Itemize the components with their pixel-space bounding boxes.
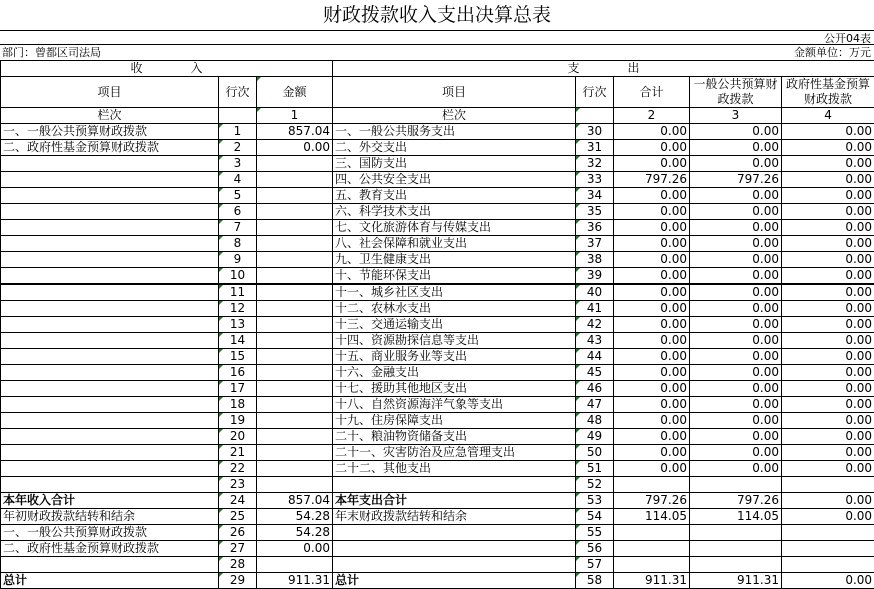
income-line-cell: 16 <box>219 365 257 381</box>
expense-line-cell: 39 <box>576 268 614 285</box>
income-line-cell: 1 <box>219 124 257 140</box>
expense-fund-cell: 0.00 <box>782 349 874 365</box>
expense-total-cell: 0.00 <box>614 236 690 252</box>
income-item-cell <box>1 445 219 461</box>
expense-fund-cell <box>782 541 874 557</box>
table-row <box>1 365 874 381</box>
expense-item-cell: 总计 <box>333 573 576 589</box>
expense-total-cell: 0.00 <box>614 268 690 285</box>
income-item-cell <box>1 284 219 301</box>
expense-total-cell: 0.00 <box>614 124 690 140</box>
expense-line-cell: 44 <box>576 349 614 365</box>
expense-fund-cell: 0.00 <box>782 445 874 461</box>
expense-total-cell: 0.00 <box>614 220 690 236</box>
income-line-cell: 13 <box>219 317 257 333</box>
income-item-cell: 本年收入合计 <box>1 493 219 509</box>
expense-general-cell: 0.00 <box>690 301 782 317</box>
expense-item-cell: 四、公共安全支出 <box>333 172 576 188</box>
expense-total-cell: 0.00 <box>614 333 690 349</box>
expense-total-cell: 0.00 <box>614 301 690 317</box>
income-line-cell: 8 <box>219 236 257 252</box>
income-amount-cell: 857.04 <box>257 124 333 140</box>
expense-line-cell: 58 <box>576 573 614 589</box>
income-line-cell: 10 <box>219 268 257 285</box>
income-line-cell: 19 <box>219 413 257 429</box>
expense-line-cell: 49 <box>576 429 614 445</box>
expense-line-cell: 37 <box>576 236 614 252</box>
income-amount-cell <box>257 284 333 301</box>
expense-line-cell: 47 <box>576 397 614 413</box>
expense-total-cell <box>614 541 690 557</box>
expense-total-cell: 0.00 <box>614 365 690 381</box>
expense-line-cell: 35 <box>576 204 614 220</box>
col-income-item: 项目 <box>1 77 219 108</box>
income-item-cell <box>1 557 219 573</box>
income-amount-cell <box>257 445 333 461</box>
expense-total-cell: 0.00 <box>614 284 690 301</box>
table-row <box>1 349 874 365</box>
expense-general-cell: 0.00 <box>690 156 782 172</box>
table-row <box>1 525 874 541</box>
expense-item-cell <box>333 525 576 541</box>
table-row <box>1 236 874 252</box>
income-item-cell <box>1 156 219 172</box>
col-index-blank <box>219 108 257 124</box>
income-amount-cell <box>257 204 333 220</box>
income-line-cell: 14 <box>219 333 257 349</box>
expense-fund-cell: 0.00 <box>782 220 874 236</box>
income-item-cell <box>1 220 219 236</box>
table-row <box>1 445 874 461</box>
expense-fund-cell: 0.00 <box>782 461 874 477</box>
table-row <box>1 397 874 413</box>
income-amount-cell: 54.28 <box>257 509 333 525</box>
expense-total-cell: 797.26 <box>614 493 690 509</box>
table-row <box>1 541 874 557</box>
table-row <box>1 268 874 285</box>
expense-general-cell: 0.00 <box>690 445 782 461</box>
expense-general-cell: 0.00 <box>690 220 782 236</box>
expense-line-cell: 34 <box>576 188 614 204</box>
expense-item-cell: 十一、城乡社区支出 <box>333 284 576 301</box>
expense-item-cell <box>333 541 576 557</box>
income-amount-cell <box>257 172 333 188</box>
col-index-blank-2 <box>576 108 614 124</box>
expense-item-cell: 九、卫生健康支出 <box>333 252 576 268</box>
expense-line-cell: 43 <box>576 333 614 349</box>
income-item-cell: 二、政府性基金预算财政拨款 <box>1 541 219 557</box>
income-item-cell: 二、政府性基金预算财政拨款 <box>1 140 219 156</box>
income-line-cell: 22 <box>219 461 257 477</box>
income-item-cell <box>1 365 219 381</box>
expense-total-cell: 0.00 <box>614 317 690 333</box>
expense-total-cell <box>614 525 690 541</box>
expense-line-cell: 30 <box>576 124 614 140</box>
expense-fund-cell: 0.00 <box>782 413 874 429</box>
table-row <box>1 557 874 573</box>
income-amount-cell: 54.28 <box>257 525 333 541</box>
expense-item-cell: 十、节能环保支出 <box>333 268 576 285</box>
expense-item-cell: 十二、农林水支出 <box>333 301 576 317</box>
expense-line-cell: 48 <box>576 413 614 429</box>
expense-fund-cell: 0.00 <box>782 140 874 156</box>
col-index-2: 2 <box>614 108 690 124</box>
table-row <box>1 317 874 333</box>
expense-total-cell: 0.00 <box>614 461 690 477</box>
income-item-cell <box>1 333 219 349</box>
expense-item-cell: 二十二、其他支出 <box>333 461 576 477</box>
income-amount-cell <box>257 349 333 365</box>
col-expense-item: 项目 <box>333 77 576 108</box>
expense-total-cell: 0.00 <box>614 429 690 445</box>
table-row <box>1 156 874 172</box>
income-line-cell: 27 <box>219 541 257 557</box>
expense-general-cell: 0.00 <box>690 461 782 477</box>
income-item-cell <box>1 381 219 397</box>
expense-line-cell: 40 <box>576 284 614 301</box>
table-row <box>1 124 874 140</box>
expense-fund-cell: 0.00 <box>782 124 874 140</box>
income-amount-cell <box>257 220 333 236</box>
expense-item-cell: 八、社会保障和就业支出 <box>333 236 576 252</box>
expense-total-cell: 114.05 <box>614 509 690 525</box>
expense-general-cell: 0.00 <box>690 188 782 204</box>
expense-item-cell: 十三、交通运输支出 <box>333 317 576 333</box>
expense-fund-cell: 0.00 <box>782 204 874 220</box>
expense-item-cell: 六、科学技术支出 <box>333 204 576 220</box>
expense-item-cell: 十六、金融支出 <box>333 365 576 381</box>
income-line-cell: 17 <box>219 381 257 397</box>
table-row <box>1 381 874 397</box>
expense-line-cell: 54 <box>576 509 614 525</box>
income-line-cell: 4 <box>219 172 257 188</box>
unit: 金额单位：万元 <box>794 46 871 59</box>
table-row <box>1 477 874 493</box>
expense-line-cell: 41 <box>576 301 614 317</box>
expense-line-cell: 56 <box>576 541 614 557</box>
expense-item-cell: 十七、援助其他地区支出 <box>333 381 576 397</box>
table-row <box>1 140 874 156</box>
expense-item-cell: 年末财政拨款结转和结余 <box>333 509 576 525</box>
expense-item-cell: 一、一般公共服务支出 <box>333 124 576 140</box>
expense-general-cell: 0.00 <box>690 284 782 301</box>
expense-general-cell: 0.00 <box>690 381 782 397</box>
expense-item-cell: 二十一、灾害防治及应急管理支出 <box>333 445 576 461</box>
expense-line-cell: 50 <box>576 445 614 461</box>
expense-general-cell <box>690 477 782 493</box>
column-header-row <box>1 77 874 108</box>
table-row <box>1 413 874 429</box>
expense-line-cell: 52 <box>576 477 614 493</box>
expense-total-cell: 0.00 <box>614 204 690 220</box>
income-line-cell: 12 <box>219 301 257 317</box>
col-index-1: 1 <box>257 108 333 124</box>
income-amount-cell: 911.31 <box>257 573 333 589</box>
income-section-label: 收 入 <box>1 61 333 77</box>
income-amount-cell <box>257 301 333 317</box>
expense-total-cell <box>614 557 690 573</box>
expense-item-cell: 十八、自然资源海洋气象等支出 <box>333 397 576 413</box>
expense-fund-cell: 0.00 <box>782 284 874 301</box>
expense-fund-cell: 0.00 <box>782 381 874 397</box>
expense-general-cell: 0.00 <box>690 204 782 220</box>
expense-fund-cell: 0.00 <box>782 333 874 349</box>
expense-general-cell: 0.00 <box>690 349 782 365</box>
income-amount-cell: 0.00 <box>257 541 333 557</box>
expense-general-cell <box>690 557 782 573</box>
expense-general-cell: 0.00 <box>690 365 782 381</box>
expense-total-cell: 0.00 <box>614 445 690 461</box>
expense-general-cell: 0.00 <box>690 268 782 285</box>
expense-item-cell: 十九、住房保障支出 <box>333 413 576 429</box>
table-row <box>1 333 874 349</box>
income-amount-cell <box>257 188 333 204</box>
expense-total-cell: 911.31 <box>614 573 690 589</box>
department: 部门：曾都区司法局 <box>2 46 101 59</box>
table-row <box>1 220 874 236</box>
table-row <box>1 509 874 525</box>
expense-general-cell <box>690 541 782 557</box>
table-row <box>1 172 874 188</box>
expense-total-cell: 0.00 <box>614 188 690 204</box>
expense-line-cell: 38 <box>576 252 614 268</box>
expense-general-cell: 114.05 <box>690 509 782 525</box>
table-row <box>1 429 874 445</box>
income-item-cell <box>1 461 219 477</box>
expense-total-cell: 0.00 <box>614 381 690 397</box>
table-row <box>1 284 874 301</box>
expense-total-cell: 0.00 <box>614 397 690 413</box>
income-amount-cell <box>257 413 333 429</box>
expense-total-cell: 0.00 <box>614 156 690 172</box>
income-item-cell <box>1 317 219 333</box>
budget-table <box>0 60 874 589</box>
expense-item-cell: 十四、资源勘探信息等支出 <box>333 333 576 349</box>
expense-line-cell: 46 <box>576 381 614 397</box>
table-row <box>1 252 874 268</box>
expense-section-label: 支 出 <box>333 61 874 77</box>
income-amount-cell <box>257 381 333 397</box>
expense-line-cell: 51 <box>576 461 614 477</box>
income-line-cell: 28 <box>219 557 257 573</box>
expense-fund-cell: 0.00 <box>782 172 874 188</box>
income-item-cell <box>1 397 219 413</box>
expense-general-cell: 797.26 <box>690 172 782 188</box>
table-row <box>1 493 874 509</box>
expense-fund-cell: 0.00 <box>782 397 874 413</box>
expense-line-cell: 36 <box>576 220 614 236</box>
col-gov-fund: 政府性基金预算财政拨款 <box>782 77 874 108</box>
section-header-row <box>1 61 874 77</box>
expense-item-cell: 二十、粮油物资储备支出 <box>333 429 576 445</box>
expense-fund-cell: 0.00 <box>782 509 874 525</box>
expense-general-cell: 0.00 <box>690 317 782 333</box>
expense-fund-cell: 0.00 <box>782 301 874 317</box>
income-item-cell <box>1 413 219 429</box>
expense-fund-cell: 0.00 <box>782 493 874 509</box>
expense-line-cell: 57 <box>576 557 614 573</box>
expense-general-cell: 0.00 <box>690 252 782 268</box>
expense-fund-cell: 0.00 <box>782 252 874 268</box>
expense-line-cell: 42 <box>576 317 614 333</box>
income-amount-cell <box>257 317 333 333</box>
expense-fund-cell: 0.00 <box>782 156 874 172</box>
income-item-cell <box>1 349 219 365</box>
col-index-label-2: 栏次 <box>333 108 576 124</box>
expense-general-cell: 0.00 <box>690 124 782 140</box>
table-row <box>1 573 874 589</box>
income-line-cell: 3 <box>219 156 257 172</box>
expense-item-cell: 七、文化旅游体育与传媒支出 <box>333 220 576 236</box>
income-amount-cell <box>257 461 333 477</box>
income-amount-cell <box>257 477 333 493</box>
col-index-label: 栏次 <box>1 108 219 124</box>
expense-general-cell: 0.00 <box>690 140 782 156</box>
income-amount-cell <box>257 236 333 252</box>
col-income-amount: 金额 <box>257 77 333 108</box>
expense-general-cell: 0.00 <box>690 397 782 413</box>
income-item-cell <box>1 477 219 493</box>
income-amount-cell: 857.04 <box>257 493 333 509</box>
expense-line-cell: 45 <box>576 365 614 381</box>
col-expense-line: 行次 <box>576 77 614 108</box>
expense-general-cell: 0.00 <box>690 236 782 252</box>
table-row <box>1 301 874 317</box>
report-title: 财政拨款收入支出决算总表 <box>0 0 874 31</box>
income-line-cell: 7 <box>219 220 257 236</box>
income-line-cell: 11 <box>219 284 257 301</box>
income-item-cell: 一、一般公共预算财政拨款 <box>1 525 219 541</box>
income-item-cell <box>1 188 219 204</box>
expense-fund-cell: 0.00 <box>782 268 874 285</box>
income-item-cell <box>1 429 219 445</box>
expense-total-cell: 797.26 <box>614 172 690 188</box>
income-line-cell: 20 <box>219 429 257 445</box>
income-line-cell: 6 <box>219 204 257 220</box>
expense-fund-cell: 0.00 <box>782 236 874 252</box>
income-item-cell <box>1 172 219 188</box>
expense-total-cell: 0.00 <box>614 413 690 429</box>
income-line-cell: 25 <box>219 509 257 525</box>
income-amount-cell <box>257 156 333 172</box>
income-line-cell: 5 <box>219 188 257 204</box>
expense-general-cell: 0.00 <box>690 333 782 349</box>
expense-item-cell: 十五、商业服务业等支出 <box>333 349 576 365</box>
expense-line-cell: 53 <box>576 493 614 509</box>
income-item-cell <box>1 252 219 268</box>
expense-item-cell <box>333 477 576 493</box>
expense-total-cell <box>614 477 690 493</box>
income-line-cell: 29 <box>219 573 257 589</box>
expense-fund-cell: 0.00 <box>782 188 874 204</box>
column-index-row <box>1 108 874 124</box>
income-item-cell: 年初财政拨款结转和结余 <box>1 509 219 525</box>
expense-total-cell: 0.00 <box>614 252 690 268</box>
col-index-4: 4 <box>782 108 874 124</box>
income-amount-cell <box>257 397 333 413</box>
income-line-cell: 21 <box>219 445 257 461</box>
income-line-cell: 26 <box>219 525 257 541</box>
expense-item-cell: 二、外交支出 <box>333 140 576 156</box>
expense-item-cell <box>333 557 576 573</box>
col-index-3: 3 <box>690 108 782 124</box>
income-amount-cell <box>257 365 333 381</box>
expense-total-cell: 0.00 <box>614 140 690 156</box>
income-item-cell <box>1 236 219 252</box>
expense-line-cell: 31 <box>576 140 614 156</box>
expense-line-cell: 55 <box>576 525 614 541</box>
income-amount-cell <box>257 333 333 349</box>
expense-line-cell: 32 <box>576 156 614 172</box>
expense-line-cell: 33 <box>576 172 614 188</box>
expense-fund-cell <box>782 557 874 573</box>
table-row <box>1 204 874 220</box>
income-amount-cell <box>257 252 333 268</box>
col-general-budget: 一般公共预算财政拨款 <box>690 77 782 108</box>
income-item-cell: 一、一般公共预算财政拨款 <box>1 124 219 140</box>
income-item-cell: 总计 <box>1 573 219 589</box>
expense-general-cell: 0.00 <box>690 429 782 445</box>
expense-item-cell: 三、国防支出 <box>333 156 576 172</box>
income-item-cell <box>1 268 219 285</box>
table-row <box>1 461 874 477</box>
expense-fund-cell: 0.00 <box>782 365 874 381</box>
col-expense-total: 合计 <box>614 77 690 108</box>
expense-fund-cell <box>782 477 874 493</box>
income-item-cell <box>1 204 219 220</box>
income-item-cell <box>1 301 219 317</box>
form-code: 公开04表 <box>824 32 871 45</box>
expense-fund-cell: 0.00 <box>782 429 874 445</box>
income-line-cell: 18 <box>219 397 257 413</box>
expense-fund-cell: 0.00 <box>782 573 874 589</box>
expense-general-cell: 911.31 <box>690 573 782 589</box>
expense-general-cell <box>690 525 782 541</box>
income-amount-cell <box>257 557 333 573</box>
expense-total-cell: 0.00 <box>614 349 690 365</box>
meta-bar <box>0 44 874 60</box>
expense-item-cell: 本年支出合计 <box>333 493 576 509</box>
income-amount-cell: 0.00 <box>257 140 333 156</box>
income-amount-cell <box>257 429 333 445</box>
income-amount-cell <box>257 268 333 285</box>
expense-fund-cell: 0.00 <box>782 317 874 333</box>
col-income-line: 行次 <box>219 77 257 108</box>
table-row <box>1 188 874 204</box>
income-line-cell: 23 <box>219 477 257 493</box>
expense-fund-cell <box>782 525 874 541</box>
income-line-cell: 15 <box>219 349 257 365</box>
expense-general-cell: 0.00 <box>690 413 782 429</box>
income-line-cell: 9 <box>219 252 257 268</box>
expense-item-cell: 五、教育支出 <box>333 188 576 204</box>
income-line-cell: 24 <box>219 493 257 509</box>
expense-general-cell: 797.26 <box>690 493 782 509</box>
income-line-cell: 2 <box>219 140 257 156</box>
